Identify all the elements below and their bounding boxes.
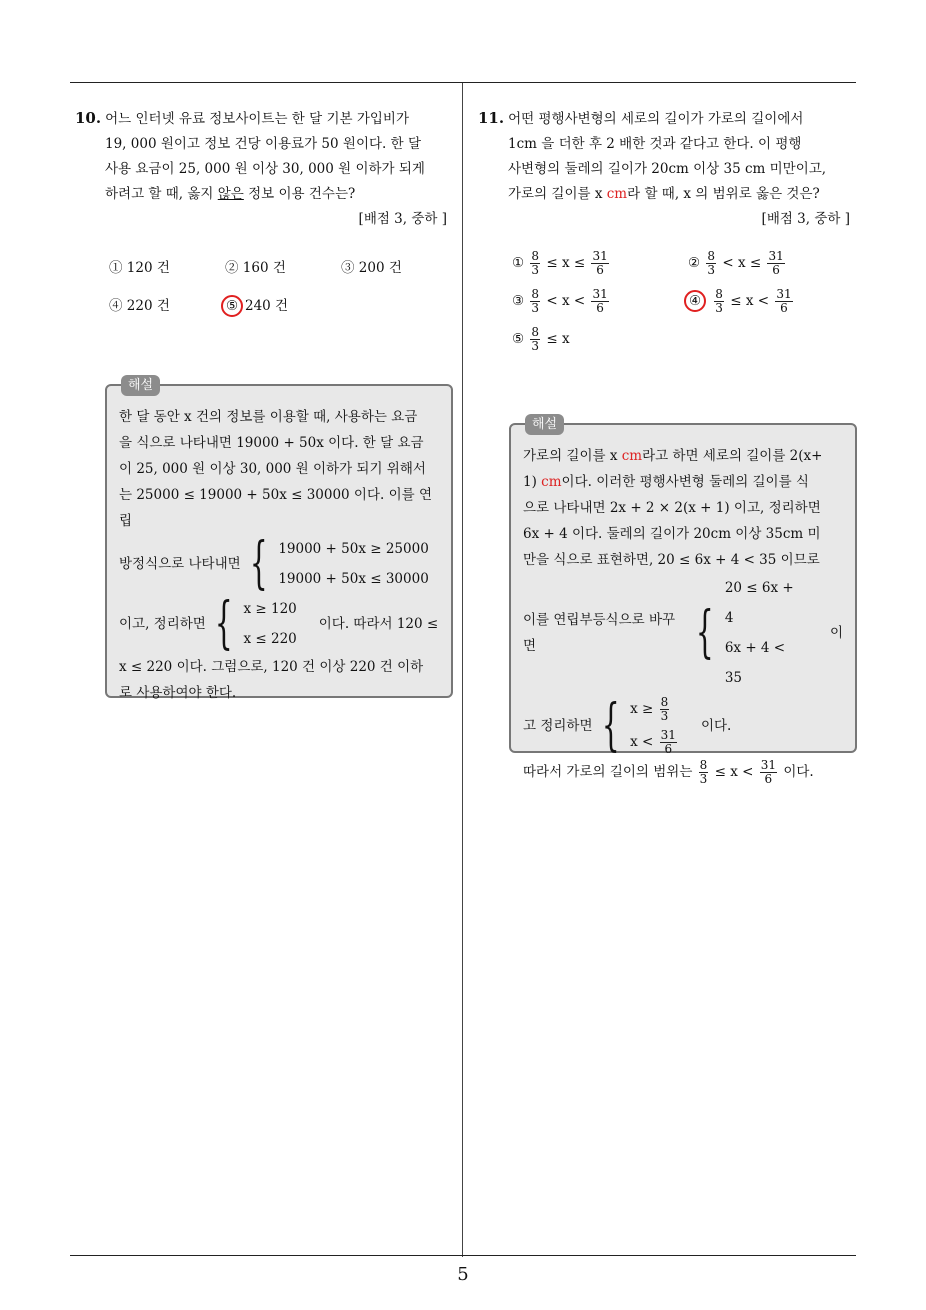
q11-choice-1[interactable]: ① $\frac{8}{3}$ ≤ x ≤ $\frac{31}{6}$	[512, 249, 608, 277]
page-number: 5	[457, 1264, 469, 1285]
question-11	[478, 106, 858, 370]
q10-choice-4[interactable]: ④ 220 건	[109, 298, 170, 314]
bottom-rule	[70, 1255, 856, 1256]
q11-final-line: 따라서 가로의 길이의 범위는 $\frac{8}{3}$ ≤ x < $\frac{31}{6}$ 이다.	[523, 758, 814, 786]
q10-line1: 10. 어느 인터넷 유료 정보사이트는 한 달 기본 가입비가	[75, 109, 410, 127]
q10-line2: 19, 000 원이고 정보 건당 이용료가 50 원이다. 한 달	[105, 136, 421, 152]
q10-choice-3[interactable]: ③ 200 건	[341, 260, 402, 276]
q10-meta: [배점 3, 중하 ]	[358, 211, 447, 227]
q11-system-2: { x ≥ $\frac{8}{3}$ x < $\frac{31}{6}$	[601, 693, 676, 758]
answer-circle-icon: ④	[684, 290, 706, 312]
q10-choice-1[interactable]: ① 120 건	[109, 260, 170, 276]
q11-meta: [배점 3, 중하 ]	[761, 211, 850, 227]
q10-solution-box: 해설 한 달 동안 x 건의 정보를 이용할 때, 사용하는 요금 을 식으로 나타내면 19000 + 50x 이다. 한 달 요금 이 25, 000 원 이상 30, 000 원 이하가 되기 위해서 는 25000 ≤ 19000 + 50x ≤ 30000 이다. 이를 연립 방정식으로 나타내면 { 19000 + 50x ≥ 25000 19000 + 50x ≤ 30000 이고, 정리하면 { x ≥ 120 x ≤ 220 이다. 따라서 120 ≤ x ≤ 220 이다. 그럼으로, 120 건 이상 220 건 이하 로 사용하여야 한다.	[105, 384, 453, 698]
q10-choices	[75, 250, 455, 330]
q10-choice-2[interactable]: ② 160 건	[225, 260, 286, 276]
q10-system-1-row: 방정식으로 나타내면 { 19000 + 50x ≥ 25000 19000 + 50x ≤ 30000	[119, 531, 429, 596]
q11-choice-3[interactable]: ③ $\frac{8}{3}$ < x < $\frac{31}{6}$	[512, 287, 608, 315]
q10-system-2-row: 이고, 정리하면 { x ≥ 120 x ≤ 220 이다. 따라서 120 ≤	[119, 591, 439, 656]
question-10	[75, 106, 455, 330]
q11-system-1: { 20 ≤ 6x + 4 6x + 4 < 35	[696, 580, 794, 686]
q11-line2: 1cm 을 더한 후 2 배한 것과 같다고 한다. 이 평행	[508, 136, 802, 152]
q11-system-1-row: 이를 연립부등식으로 바꾸면 { 20 ≤ 6x + 4 6x + 4 < 35 이	[523, 573, 843, 693]
q11-line3: 사변형의 둘레의 길이가 20cm 이상 35 cm 미만이고,	[508, 161, 827, 177]
q11-choices	[478, 250, 858, 370]
q11-line1: 11. 어떤 평행사변형의 세로의 길이가 가로의 길이에서	[478, 109, 804, 127]
q11-solution-tag: 해설	[525, 414, 564, 435]
q10-system-1: { 19000 + 50x ≥ 25000 19000 + 50x ≤ 30000	[249, 531, 429, 596]
q10-solution-tag: 해설	[121, 375, 160, 396]
q10-line4: 하려고 할 때, 옳지 않은 정보 이용 건수는?	[105, 186, 356, 202]
q11-choice-4[interactable]: ④ $\frac{8}{3}$ ≤ x < $\frac{31}{6}$	[688, 288, 795, 315]
q10-choice-5[interactable]: ⑤ 240 건	[225, 294, 288, 319]
q11-solution-box: 해설 가로의 길이를 x cm라고 하면 세로의 길이를 2(x+ 1) cm이다. 이러한 평행사변형 둘레의 길이를 식 으로 나타내면 2x + 2 × 2(x + 1) 이고, 정리하면 6x + 4 이다. 둘레의 길이가 20cm 이상 35cm 미 만을 식으로 표현하면, 20 ≤ 6x + 4 < 35 이므로 이를 연립부등식으로 바꾸면 { 20 ≤ 6x + 4 6x + 4 < 35 이 고 정리하면 { x ≥ $\frac{8}{3}$ x < $\frac{31}{6}$ 이다. 따라서 가로의 길이의 범위는 $\frac{8}{3}$ ≤ x < $\frac{31}{6}$ 이다.	[509, 423, 857, 753]
q11-line4: 가로의 길이를 x cm라 할 때, x 의 범위로 옳은 것은?	[508, 186, 820, 202]
q11-choice-5[interactable]: ⑤ $\frac{8}{3}$ ≤ x	[512, 325, 570, 353]
q11-system-2-row: 고 정리하면 { x ≥ $\frac{8}{3}$ x < $\frac{31}{6}$ 이다.	[523, 693, 732, 758]
column-divider	[462, 83, 463, 1257]
answer-circle-icon: ⑤	[221, 295, 243, 317]
q10-line3: 사용 요금이 25, 000 원 이상 30, 000 원 이하가 되게	[105, 161, 425, 177]
top-rule	[70, 82, 856, 83]
q11-choice-2[interactable]: ② $\frac{8}{3}$ < x ≤ $\frac{31}{6}$	[688, 249, 784, 277]
q10-system-2: { x ≥ 120 x ≤ 220	[214, 591, 297, 656]
